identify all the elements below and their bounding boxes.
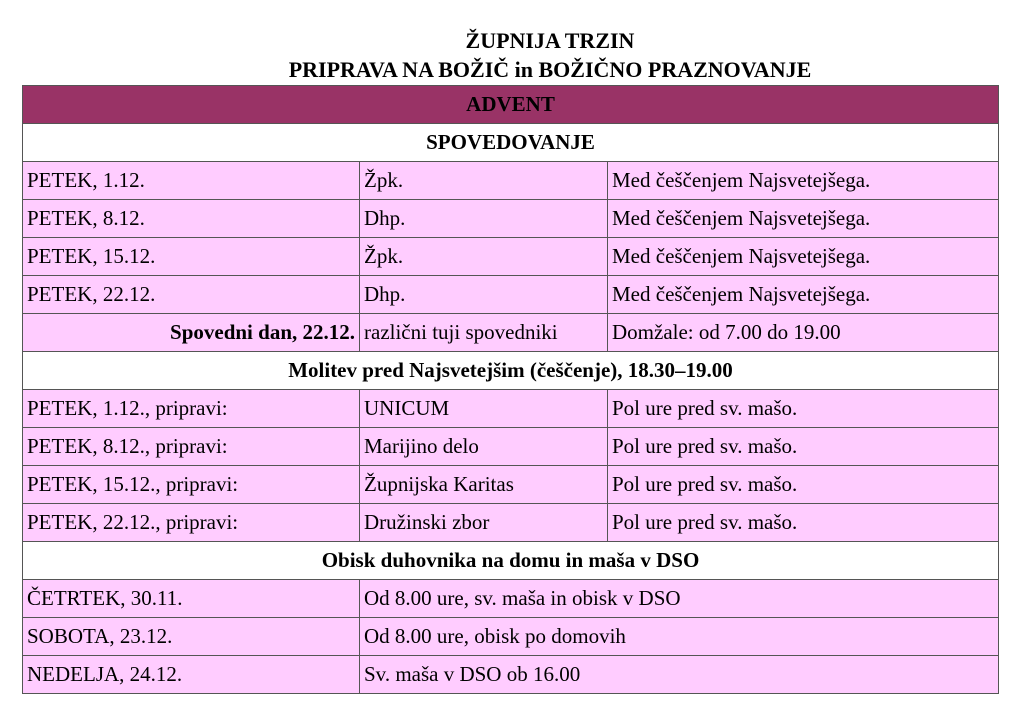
organizer-cell: UNICUM: [360, 390, 608, 428]
visit-detail-cell: Sv. maša v DSO ob 16.00: [360, 656, 999, 694]
table-row: [23, 238, 999, 276]
section-header-confession: [23, 124, 999, 162]
confessor-cell: različni tuji spovedniki: [360, 314, 608, 352]
table-row: [23, 314, 999, 352]
table-row: [23, 618, 999, 656]
note-cell: Med češčenjem Najsvetejšega.: [608, 238, 999, 276]
parish-title: ŽUPNIJA TRZIN: [465, 28, 635, 53]
day-cell: PETEK, 22.12., pripravi:: [23, 504, 360, 542]
note-cell: Pol ure pred sv. mašo.: [608, 390, 999, 428]
section-title: SPOVEDOVANJE: [23, 124, 999, 162]
table-row: [23, 390, 999, 428]
organizer-cell: Župnijska Karitas: [360, 466, 608, 504]
day-cell: SOBOTA, 23.12.: [23, 618, 360, 656]
day-cell: ČETRTEK, 30.11.: [23, 580, 360, 618]
confessor-cell: Dhp.: [360, 276, 608, 314]
note-cell: Pol ure pred sv. mašo.: [608, 504, 999, 542]
confessor-cell: Žpk.: [360, 238, 608, 276]
note-cell: Pol ure pred sv. mašo.: [608, 466, 999, 504]
day-cell: NEDELJA, 24.12.: [23, 656, 360, 694]
note-cell: Med češčenjem Najsvetejšega.: [608, 162, 999, 200]
day-cell: Spovedni dan, 22.12.: [23, 314, 360, 352]
day-cell: PETEK, 8.12., pripravi:: [23, 428, 360, 466]
day-cell: PETEK, 22.12.: [23, 276, 360, 314]
note-cell: Med češčenjem Najsvetejšega.: [608, 276, 999, 314]
advent-banner: ADVENT: [23, 86, 999, 124]
organizer-cell: Družinski zbor: [360, 504, 608, 542]
visit-detail-cell: Od 8.00 ure, sv. maša in obisk v DSO: [360, 580, 999, 618]
table-row: [23, 466, 999, 504]
section-header-adoration: [23, 352, 999, 390]
confessor-cell: Dhp.: [360, 200, 608, 238]
section-header-visits: [23, 542, 999, 580]
table-row: [23, 504, 999, 542]
table-row: [23, 656, 999, 694]
note-cell: Domžale: od 7.00 do 19.00: [608, 314, 999, 352]
table-row: [23, 276, 999, 314]
document-title: PRIPRAVA NA BOŽIČ in BOŽIČNO PRAZNOVANJE: [288, 57, 812, 82]
table-row: [23, 200, 999, 238]
confessor-cell: Žpk.: [360, 162, 608, 200]
visit-detail-cell: Od 8.00 ure, obisk po domovih: [360, 618, 999, 656]
section-title: Molitev pred Najsvetejšim (češčenje), 18.30–19.00: [23, 352, 999, 390]
section-title: Obisk duhovnika na domu in maša v DSO: [23, 542, 999, 580]
day-cell: PETEK, 1.12., pripravi:: [23, 390, 360, 428]
table-row: [23, 162, 999, 200]
table-row: [23, 428, 999, 466]
day-cell: PETEK, 8.12.: [23, 200, 360, 238]
organizer-cell: Marijino delo: [360, 428, 608, 466]
note-cell: Med češčenjem Najsvetejšega.: [608, 200, 999, 238]
day-cell: PETEK, 1.12.: [23, 162, 360, 200]
table-row: [23, 580, 999, 618]
note-cell: Pol ure pred sv. mašo.: [608, 428, 999, 466]
day-cell: PETEK, 15.12.: [23, 238, 360, 276]
schedule-table: [22, 85, 999, 694]
advent-banner-row: [23, 86, 999, 124]
day-cell: PETEK, 15.12., pripravi:: [23, 466, 360, 504]
